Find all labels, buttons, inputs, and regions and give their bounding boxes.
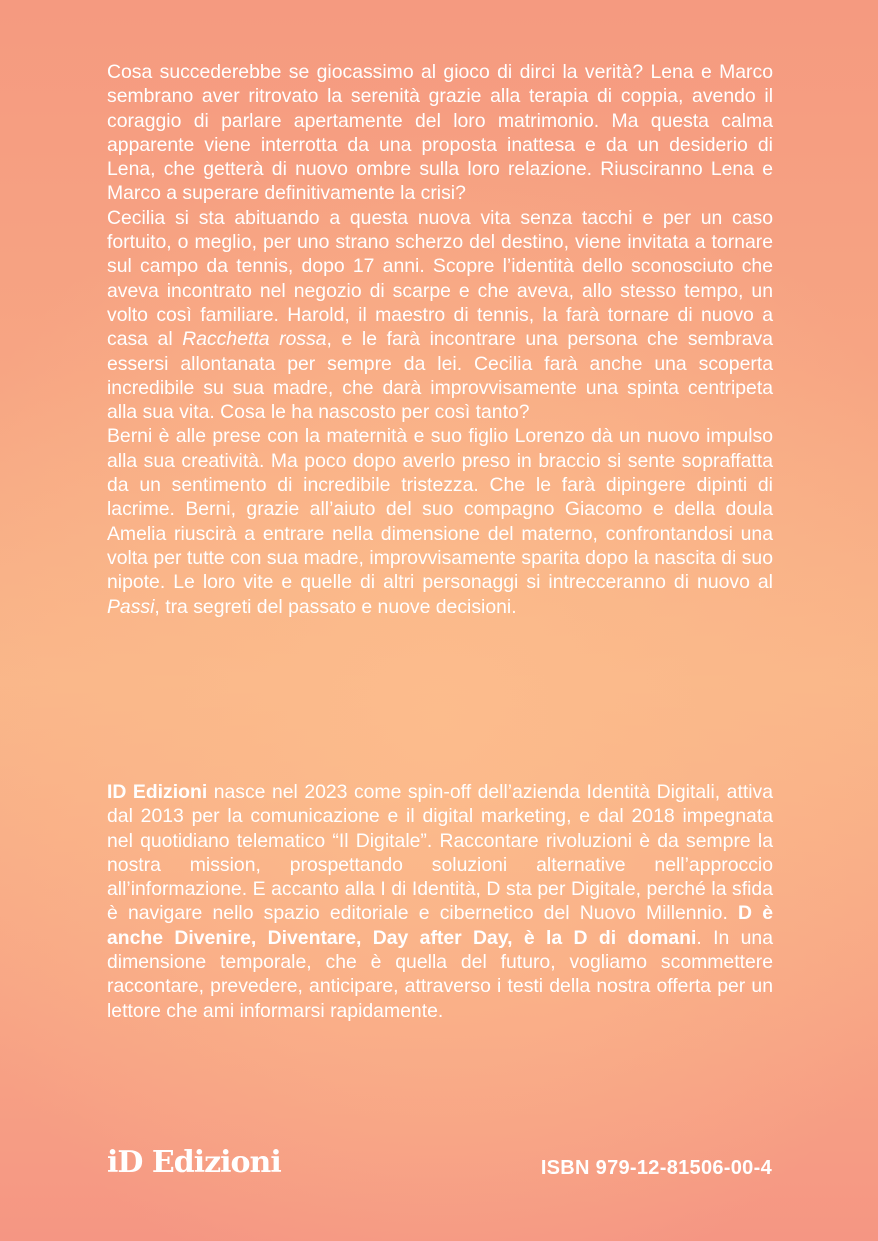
publisher-tagline: D è anche Divenire, Diventare, Day after Day, è la D di domani	[107, 902, 773, 949]
publisher-text: . In una dimensione temporale, che è quella del futuro, vogliamo scommettere raccontare, prevedere, anticipare, attraverso i testi della nostra offerta per un lettore che ami informarsi rapidamente.	[107, 926, 774, 1022]
synopsis-paragraph-cecilia	[107, 206, 773, 425]
synopsis-text: , tra segreti del passato e nuove decisioni.	[154, 595, 517, 618]
synopsis-paragraph-berni	[107, 424, 773, 618]
synopsis-text: Berni è alle prese con la maternità e suo figlio Lorenzo dà un nuovo impulso alla sua creatività. Ma poco dopo averlo preso in braccio si sente sopraffatta da un sentimento di incredibile tristezza. Che le farà dipingere dipinti di lacrime. Berni, grazie all’aiuto del suo compagno Giacomo e della doula Amelia riuscirà a entrare nella dimensione del materno, confrontandosi una volta per tutte con sua madre, improvvisamente sparita dopo la nascita di suo nipote. Le loro vite e quelle di altri personaggi si intrecceranno di nuovo al	[107, 425, 773, 594]
synopsis-paragraph-lena-marco: Cosa succederebbe se giocassimo al gioco di dirci la verità? Lena e Marco sembrano aver ritrovato la serenità grazie alla terapia di coppia, avendo il coraggio di parlare apertamente del loro matrimonio. Ma questa calma apparente viene interrotta da una proposta inattesa e da un desiderio di Lena, che getterà di nuovo ombre sulla loro relazione. Riusciranno Lena e Marco a superare definitivamente la crisi?	[107, 61, 773, 205]
publisher-text: nasce nel 2023 come spin-off dell’azienda Identità Digitali, attiva dal 2013 per la comunicazione e il digital marketing, e dal 2018 impegnata nel quotidiano telematico “Il Digitale”. Raccontare rivoluzioni è da sempre la nostra mission, prospettando soluzioni alternative nell’approccio all’informazione. E accanto alla I di Identità, D sta per Digitale, perché la sfida è navigare nello spazio editoriale e cibernetico del Nuovo Millennio.	[107, 781, 774, 925]
publisher-description	[107, 780, 773, 1023]
publisher-paragraph	[107, 780, 773, 1023]
publisher-brand-name: ID Edizioni	[107, 781, 208, 803]
isbn-number: ISBN 979-12-81506-00-4	[540, 1157, 772, 1179]
publisher-logo: iD Edizioni	[107, 1145, 281, 1180]
synopsis-text: , e le farà incontrare una persona che sembrava essersi allontanata per sempre da lei. Cecilia farà anche una scoperta incredibile su sua madre, che darà improvvisamente una spinta centripeta alla sua vita. Cosa le ha nascosto per così tanto?	[107, 328, 773, 424]
synopsis-title-passi: Passi	[107, 595, 155, 618]
synopsis-text: Cecilia si sta abituando a questa nuova vita senza tacchi e per un caso fortuito, o meglio, per uno strano scherzo del destino, viene invitata a tornare sul campo da tennis, dopo 17 anni. Scopre l’identità dello sconosciuto che aveva incontrato nel negozio di scarpe e che aveva, allo stesso tempo, un volto così familiare. Harold, il maestro di tennis, la farà tornare di nuovo a casa al	[107, 206, 773, 351]
synopsis	[107, 60, 773, 619]
synopsis-title-racchetta-rossa: Racchetta rossa	[182, 328, 327, 351]
